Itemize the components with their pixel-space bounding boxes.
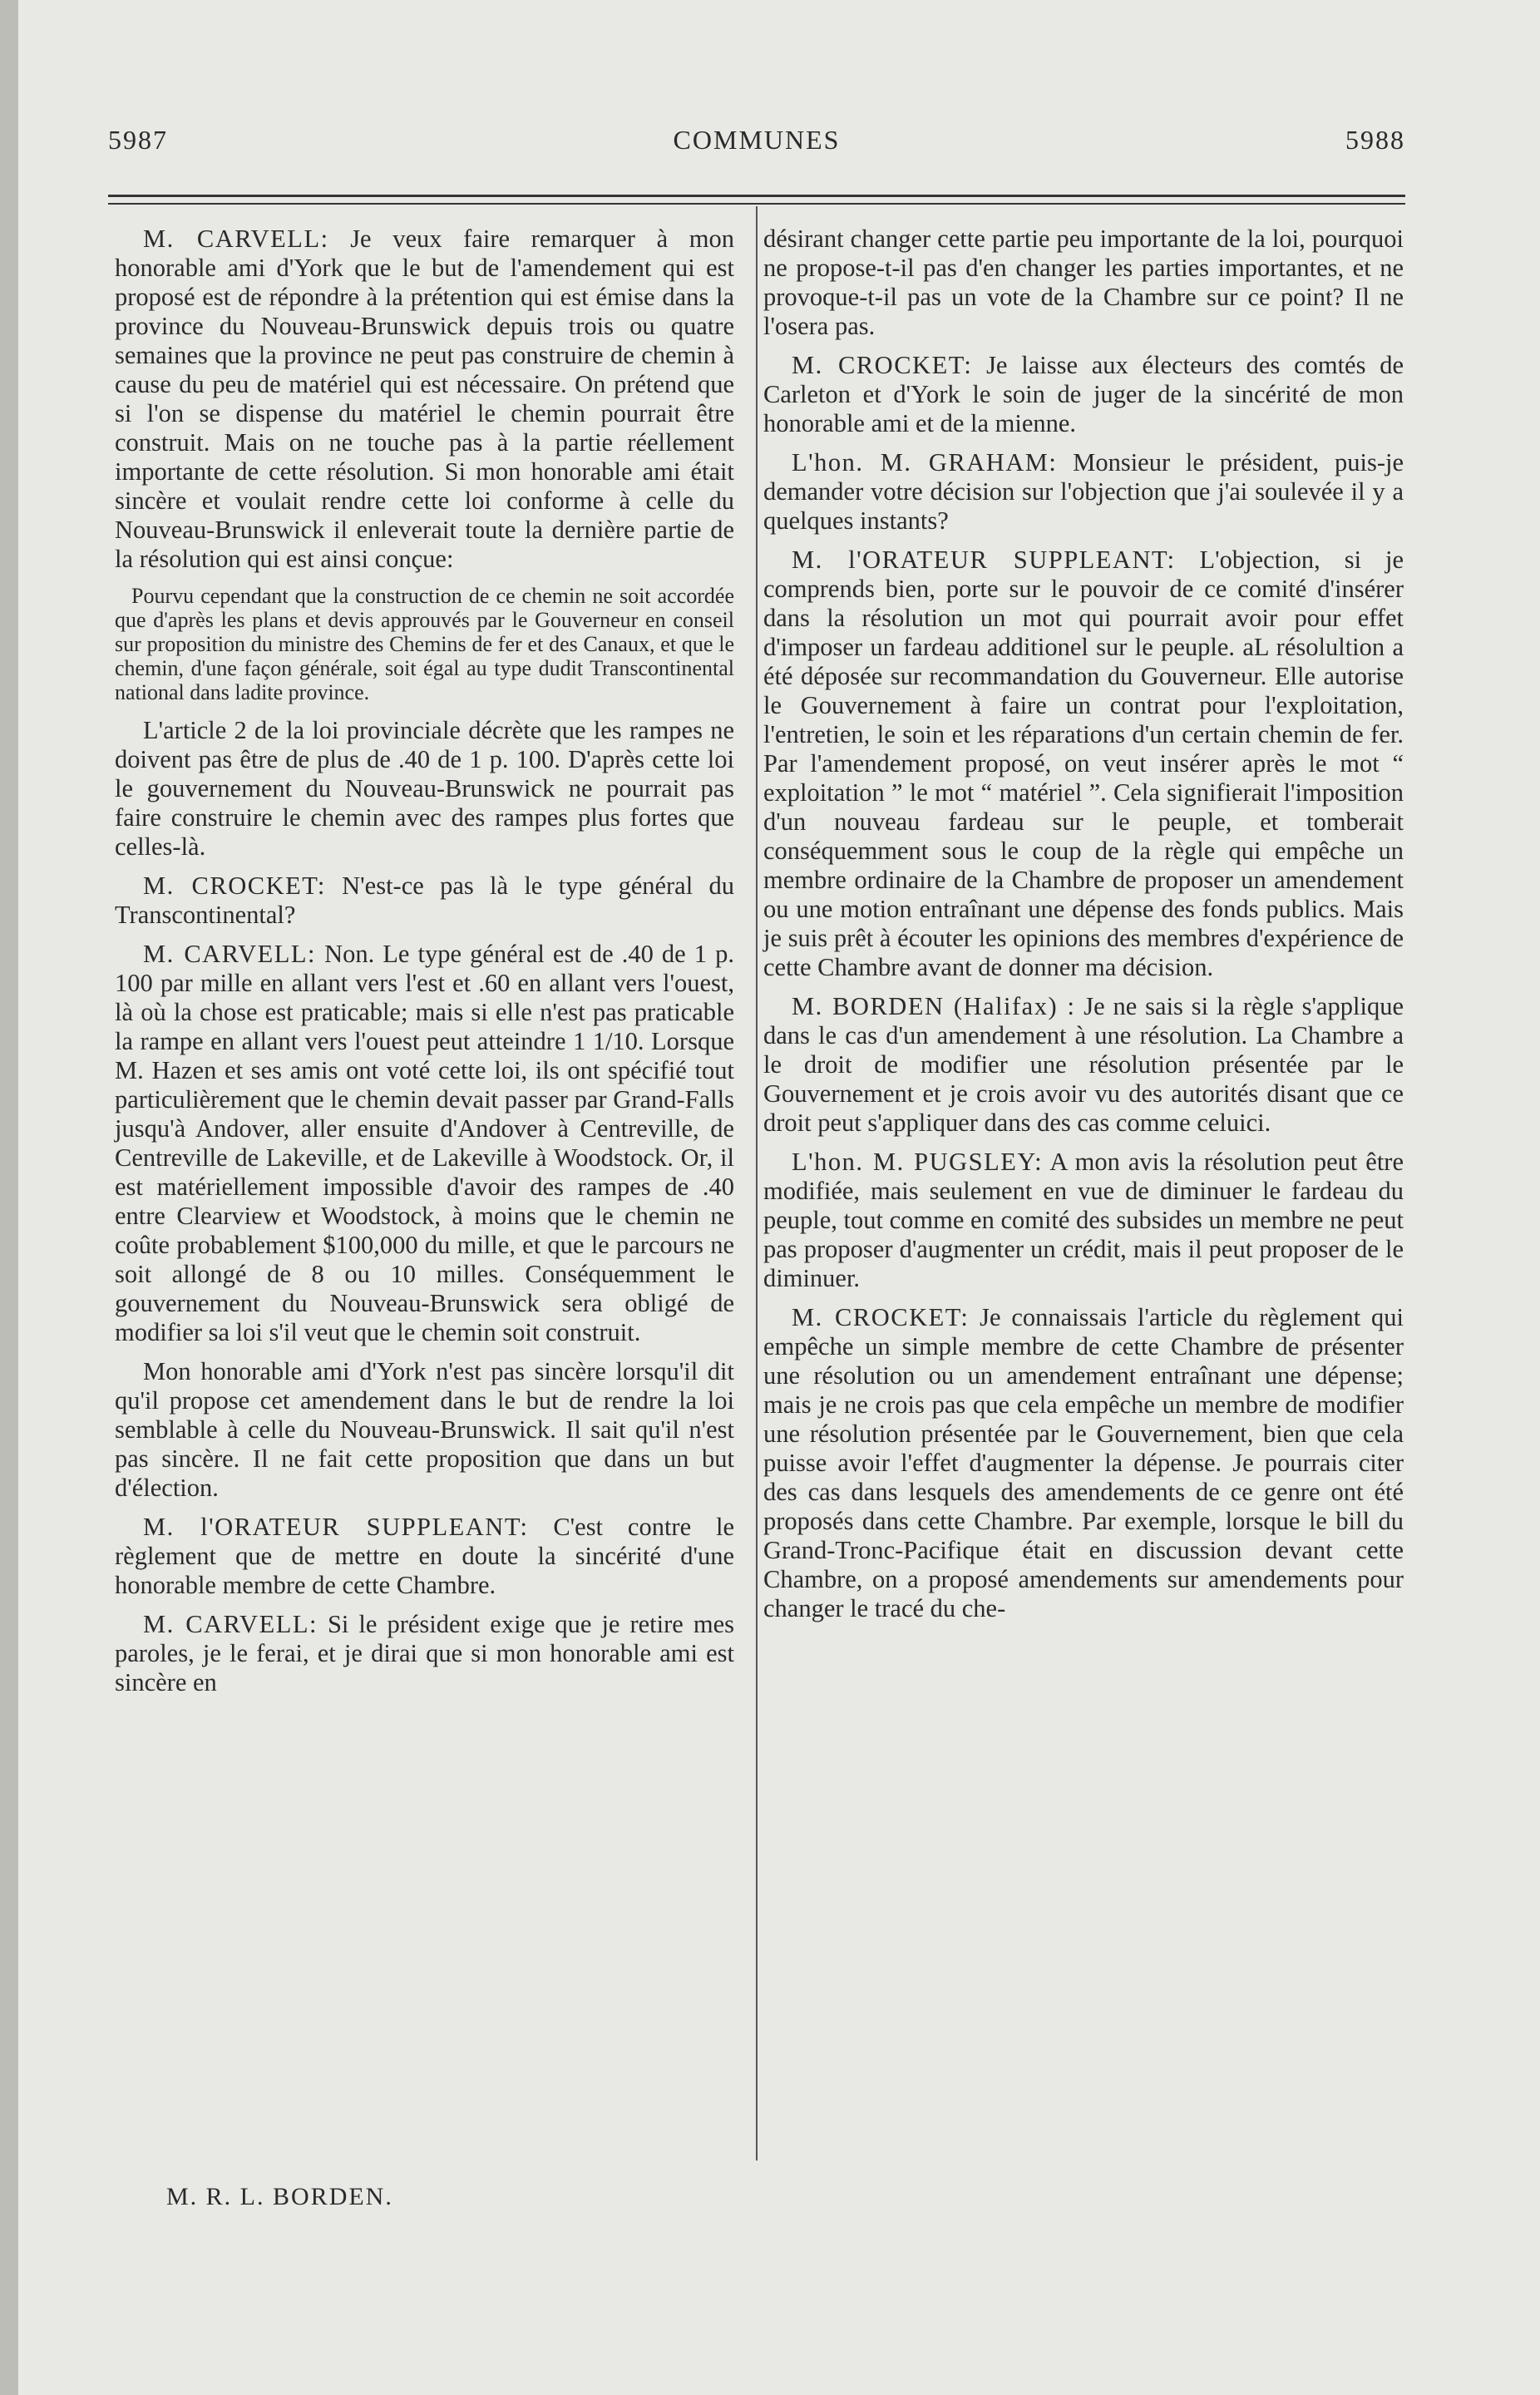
paragraph [115,1610,734,1697]
paragraph-text: L'article 2 de la loi provinciale décrète que les rampes ne doivent pas être de plus de .40 de 1 p. 100. D'après cette loi le gouvernement du Nouveau-Brunswick ne pourrait pas faire construire le chemin avec des rampes plus fortes que celles-là. [115,716,734,861]
paragraph-text: N'est-ce pas là le type général du Transcontinental? [115,872,734,929]
paragraph-text: Je veux faire remarquer à mon honorable ami d'York que le but de l'amendement qui est proposé est de répondre à la prétention qui est émise dans la province du Nouveau-Brunswick depuis trois ou quatre semaines que la province ne peut pas construire de chemin à cause du peu de matériel qui est nécessaire. On prétend que si l'on se dispense du matériel le chemin pourrait être construit. Mais on ne touche pas à la partie réellement importante de cette résolution. Si mon honorable ami était sincère et voulait rendre cette loi conforme à celle du Nouveau-Brunswick il enleverait toute la dernière partie de la résolution qui est ainsi conçue: [115,225,734,573]
paragraph [763,351,1404,438]
right-page-number: 5988 [1345,125,1405,155]
column-divider [756,206,758,2160]
header-rule [108,195,1405,197]
paragraph [763,1148,1404,1293]
paragraph [115,716,734,862]
speaker-name: M. CROCKET: [792,1303,970,1331]
paragraph-text: Je ne sais si la règle s'applique dans le cas d'un amendement à une résolution. La Chambre a le droit de modifier une résolution présentée par le Gouvernement et je crois avoir vu des autorités disant que ce droit peut s'appliquer dans des cas comme celuici. [763,992,1404,1137]
speaker-name: M. CROCKET: [143,872,326,900]
paragraph-text: désirant changer cette partie peu importante de la loi, pourquoi ne propose-t-il pas d'en changer les parties importantes, et ne provoque-t-il pas un vote de la Chambre sur ce point? Il ne l'osera pas. [763,225,1404,340]
paragraph-text: Monsieur le président, puis-je demander votre décision sur l'objection que j'ai soulevée il y a quelques instants? [763,448,1404,535]
speaker-name: M. BORDEN (Halifax) : [792,992,1076,1020]
speaker-name: M. CARVELL: [143,940,316,968]
right-column [763,225,1404,1633]
page-title: COMMUNES [673,125,841,155]
speaker-name: M. l'ORATEUR SUPPLEANT: [792,546,1176,574]
paragraph [763,546,1404,982]
paragraph [763,448,1404,536]
speaker-name: M. CARVELL: [143,1610,318,1638]
paragraph-text: L'objection, si je comprends bien, porte sur le pouvoir de ce comité d'insérer dans la résolution un mot qui pourrait avoir pour effet d'imposer un fardeau additionel sur le peuple. aL résolultion a été déposée sur recommandation du Gouverneur. Elle autorise le Gouvernement à faire un contrat pour l'exploitation, l'entretien, le soin et les réparations d'un certain chemin de fer. Par l'amendement proposé, on veut insérer après le mot “ exploitation ” le mot “ matériel ”. Cela signifierait l'imposition d'un nouveau fardeau sur le peuple, et tomberait conséquemment sous le coup de la règle qui empêche un membre ordinaire de la Chambre de proposer un amendement ou une motion entraînant une dépense des fonds publics. Mais je suis prêt à écouter les opinions des membres d'expérience de cette Chambre avant de donner ma décision. [763,546,1404,981]
paragraph [763,1303,1404,1623]
scan-edge [0,0,18,2395]
paragraph [763,225,1404,341]
speaker-name: L'hon. M. PUGSLEY: [792,1148,1044,1176]
paragraph-text: Non. Le type général est de .40 de 1 p. 100 par mille en allant vers l'est et .60 en allant vers l'ouest, là où la chose est praticable; mais si elle n'est pas praticable la rampe en allant vers l'ouest peut atteindre 1 1/10. Lorsque M. Hazen et ses amis ont voté cette loi, ils ont spécifié tout particulièrement que le chemin devait passer par Grand-Falls jusqu'à Andover, aller ensuite d'Andover à Centreville, de Centreville de Lakeville, et de Lakeville à Woodstock. Or, il est matériellement impossible d'avoir des rampes de .40 entre Clearview et Woodstock, à moins que le chemin ne coûte probablement $100,000 du mille, et que le parcours ne soit allongé de 8 ou 10 milles. Conséquemment le gouvernement du Nouveau-Brunswick sera obligé de modifier sa loi s'il veut que le chemin soit construit. [115,940,734,1346]
paragraph-text: C'est contre le règlement que de mettre en doute la sincérité d'une honorable membre de cette Chambre. [115,1513,734,1599]
speaker-name: M. CARVELL: [143,225,329,253]
speaker-name: M. l'ORATEUR SUPPLEANT: [143,1513,529,1541]
paragraph [115,225,734,574]
paragraph [115,1357,734,1503]
page-footer: M. R. L. BORDEN. [166,2183,393,2210]
left-column [115,225,734,1707]
paragraph-text: Si le président exige que je retire mes paroles, je le ferai, et je dirai que si mon honorable ami est sincère en [115,1610,734,1696]
paragraph [115,1513,734,1600]
speaker-name: L'hon. M. GRAHAM: [792,448,1058,477]
paragraph-text: Je laisse aux électeurs des comtés de Carleton et d'York le soin de juger de la sincérité de mon honorable ami et de la mienne. [763,351,1404,437]
paragraph [115,940,734,1347]
quoted-text: Pourvu cependant que la construction de ce chemin ne soit accordée que d'après les plans et devis approuvés par le Gouverneur en conseil sur proposition du ministre des Chemins de fer et des Canaux, et que le chemin, d'une façon générale, soit égal au type dudit Transcontinental national dans ladite province. [115,584,734,704]
paragraph [115,872,734,930]
paragraph-text: A mon avis la résolution peut être modifiée, mais seulement en vue de diminuer le fardeau du peuple, tout comme en comité des subsides un membre ne peut pas proposer d'augmenter un crédit, mais il peut proposer de le diminuer. [763,1148,1404,1292]
speaker-name: M. CROCKET: [792,351,973,379]
paragraph-text: Mon honorable ami d'York n'est pas sincère lorsqu'il dit qu'il propose cet amendement dans le but de rendre la loi semblable à celle du Nouveau-Brunswick. Il sait qu'il n'est pas sincère. Il ne fait cette proposition que dans un but d'élection. [115,1357,734,1502]
paragraph-text: Je connaissais l'article du règlement qui empêche un simple membre de cette Chambre de présenter une résolution ou un amendement entraînant une dépense; mais je ne crois pas que cela empêche un membre de modifier une résolution présentée par le Gouvernement, bien que cela puisse avoir l'effet d'augmenter la dépense. Je pourrais citer des cas dans lesquels des amendements de ce genre ont été proposés dans cette Chambre. Par exemple, lorsque le bill du Grand-Tronc-Pacifique était en discussion devant cette Chambre, on a proposé amendements sur amendements pour changer le tracé du che- [763,1303,1404,1622]
header-rule-thin [108,203,1405,205]
paragraph [763,992,1404,1138]
left-page-number: 5987 [108,125,168,155]
page-header [108,125,1405,166]
